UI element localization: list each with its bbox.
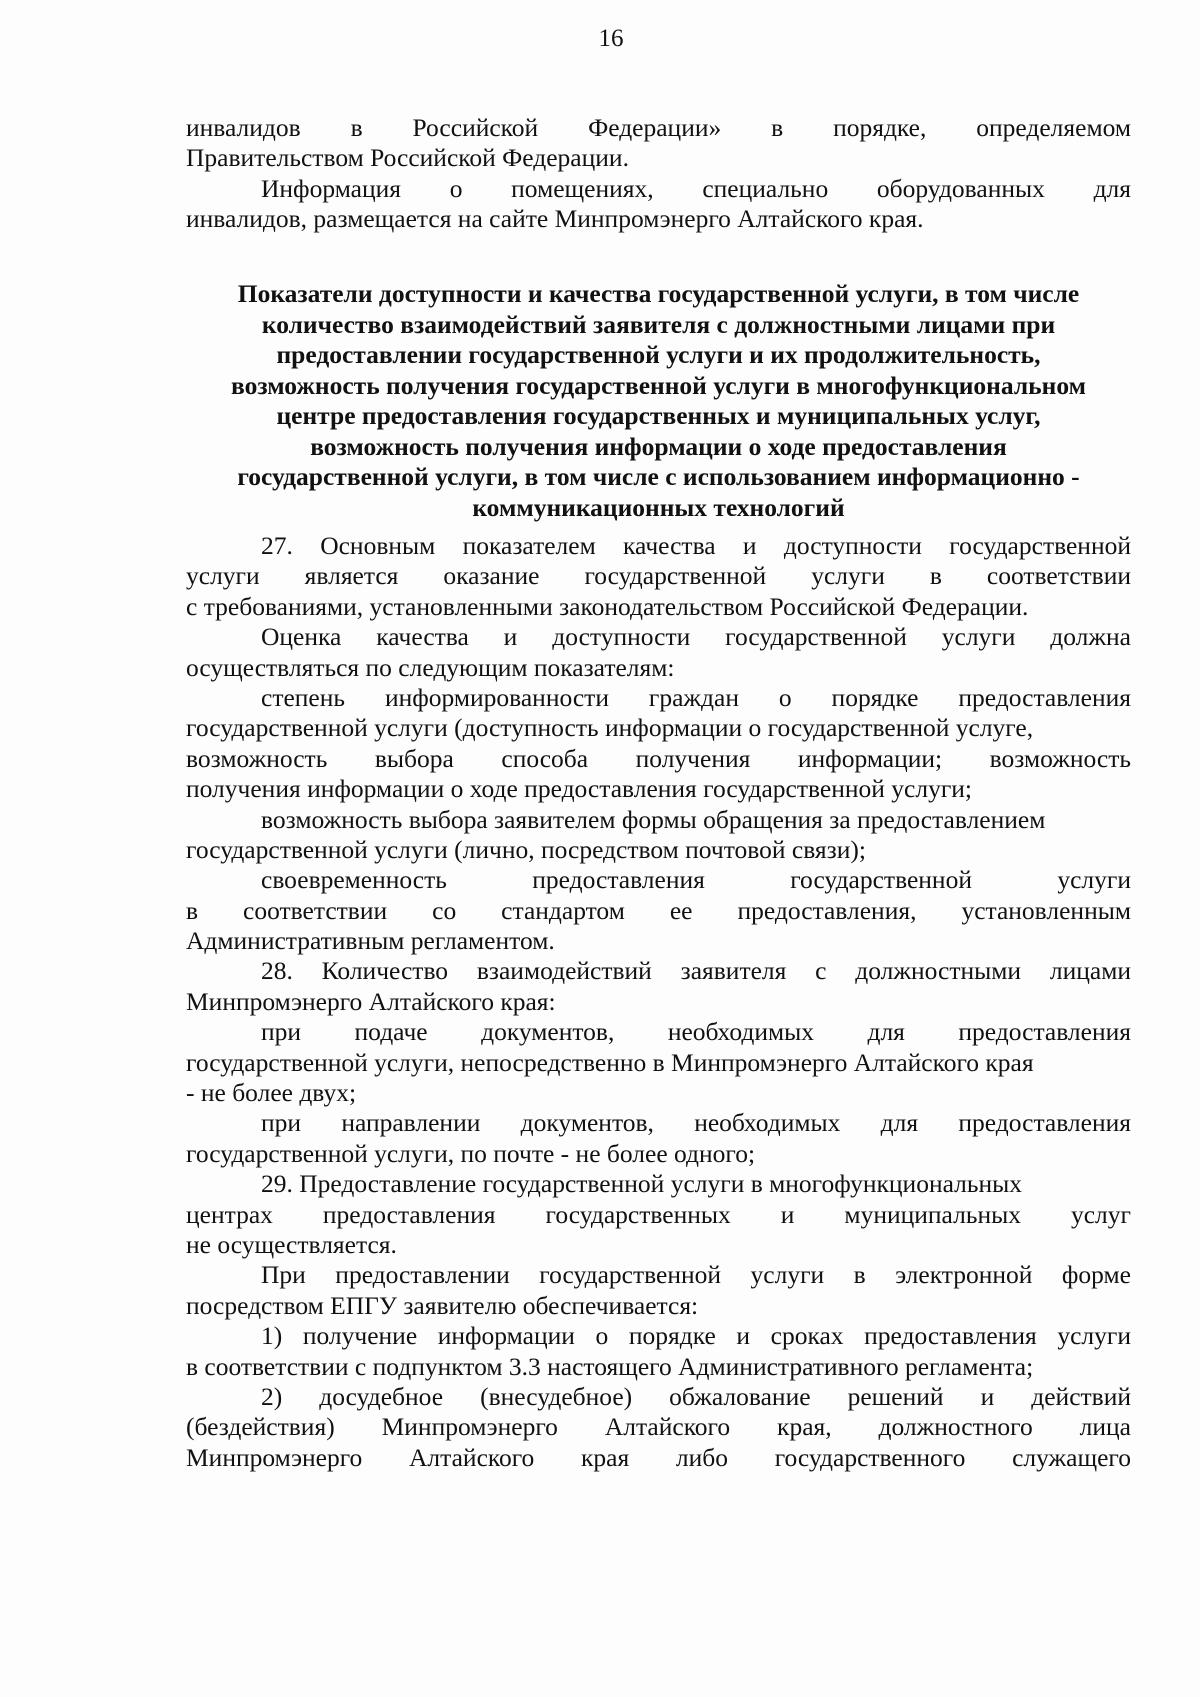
text-line: Информация о помещениях, специально оборудованных для [261,173,1131,203]
text-line: не осуществляется. [186,1229,397,1259]
text-line: Оценка качества и доступности государственной услуги должна [261,622,1131,652]
intro-paragraphs [186,113,1131,235]
text-line: возможность выбора заявителем формы обращения за предоставлением [261,804,1046,834]
heading-line: государственной услуги, в том числе с использованием информационно - [237,462,1080,491]
text-line: своевременность предоставления государственной услуги [261,865,1131,895]
heading-line: Показатели доступности и качества государственной услуги, в том числе [237,279,1080,308]
heading-line: возможность получения информации о ходе предоставления [310,431,1007,461]
text-line: при подаче документов, необходимых для предоставления [261,1017,1131,1047]
heading-line: центре предоставления государственных и муниципальных услуг, [276,401,1041,430]
text-line: в соответствии со стандартом ее предоставления, установленным [186,895,1131,925]
text-line: с требованиями, установленными законодательством Российской Федерации. [186,591,1029,621]
text-line: услуги является оказание государственной услуги в соответствии [186,561,1131,591]
text-line: государственной услуги (лично, посредством почтовой связи); [186,834,866,864]
text-line: Минпромэнерго Алтайского края: [186,986,556,1016]
heading-line: количество взаимодействий заявителя с должностными лицами при [261,309,1056,339]
text-line: степень информированности граждан о порядке предоставления [261,682,1131,712]
heading-line: предоставлении государственной услуги и их продолжительность, [276,340,1041,369]
text-line: 27. Основным показателем качества и доступности государственной [261,531,1131,560]
text-line: 28. Количество взаимодействий заявителя с должностными лицами [261,956,1131,986]
text-line: - не более двух; [186,1078,357,1108]
text-line: при направлении документов, необходимых для предоставления [261,1108,1131,1138]
text-line: Минпромэнерго Алтайского края либо государственного служащего [186,1442,1131,1472]
page-number: 16 [598,25,624,52]
text-line: в соответствии с подпунктом 3.3 настоящего Административного регламента; [186,1351,1034,1381]
text-line: государственной услуги, по почте - не более одного; [186,1138,756,1168]
text-line: 1) получение информации о порядке и сроках предоставления услуги [261,1321,1131,1351]
text-line: Административным регламентом. [186,926,555,956]
text-line: получения информации о ходе предоставления государственной услуги; [186,774,973,804]
text-line: возможность выбора способа получения информации; возможность [186,743,1131,773]
text-line: 2) досудебное (внесудебное) обжалование решений и действий [261,1381,1131,1411]
text-line: государственной услуги, непосредственно в Минпромэнерго Алтайского края [186,1047,1034,1077]
text-line: 29. Предоставление государственной услуги в многофункциональных [261,1169,1023,1199]
text-line: инвалидов в Российской Федерации» в порядке, определяемом [186,113,1131,142]
section-heading [186,279,1131,523]
heading-line: возможность получения государственной услуги в многофункциональном [231,370,1086,400]
text-line: центрах предоставления государственных и муниципальных услуг [186,1199,1131,1229]
text-line: осуществляться по следующим показателям: [186,652,675,682]
text-line: инвалидов, размещается на сайте Минпромэнерго Алтайского края. [186,204,924,234]
text-line: Правительством Российской Федерации. [186,143,629,173]
heading-line: коммуникационных технологий [472,492,845,522]
text-line: государственной услуги (доступность информации о государственной услуге, [186,713,1034,743]
text-line: (бездействия) Минпромэнерго Алтайского края, должностного лица [186,1412,1131,1442]
text-line: При предоставлении государственной услуги в электронной форме [261,1260,1131,1290]
text-line: посредством ЕПГУ заявителю обеспечивается: [186,1290,699,1320]
body-paragraphs [186,531,1131,1473]
